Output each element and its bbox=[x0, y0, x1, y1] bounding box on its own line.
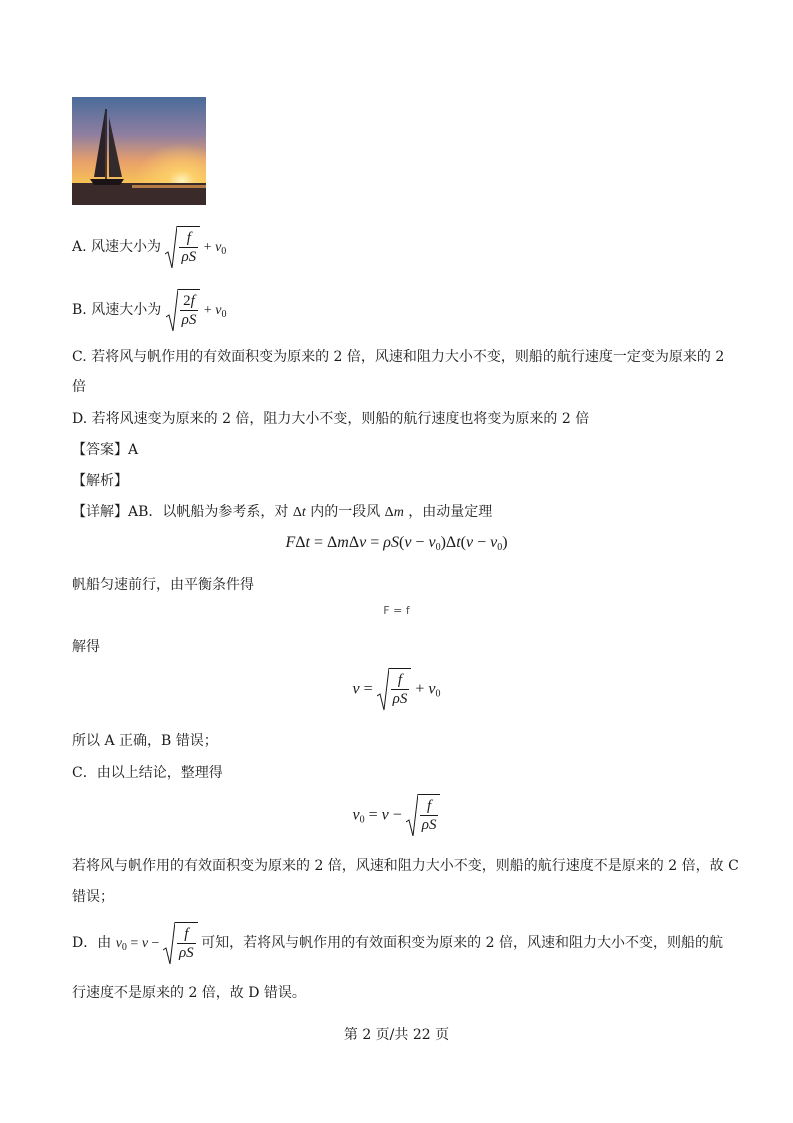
solve-text: 解得 bbox=[72, 639, 100, 655]
equation-momentum: $F\Delta t = \Delta m\Delta v = \rho S(v - v_0)\Delta t(v - v_0)$ bbox=[285, 534, 508, 553]
option-a bbox=[72, 226, 226, 270]
option-c-line1: C. 若将风与帆作用的有效面积变为原来的 2 倍，风速和阻力大小不变，则船的航行速度一定变为原来的 2 bbox=[72, 349, 725, 365]
d-text-line1: D．由 $v_0 = v$ − $\frac{f}{\rho S}$ 可知，若将风与帆作用的有效面积变为原来的 2 倍，风速和阻力大小不变，则船的航 bbox=[72, 922, 723, 966]
option-a-text: A. 风速大小为 bbox=[72, 239, 162, 256]
uniform-text: 帆船匀速前行，由平衡条件得 bbox=[72, 577, 254, 593]
equation-v0: $v_0 = v$ − $\frac{f}{\rho S}$ bbox=[0, 794, 793, 838]
c-text-line1: 若将风与帆作用的有效面积变为原来的 2 倍，风速和阻力大小不变，则船的航行速度不是原来的 2 倍，故 C bbox=[72, 858, 739, 874]
option-c-line2: 倍 bbox=[72, 379, 86, 395]
sailboat-sunset-image bbox=[72, 97, 206, 205]
answer-label: 【答案】A bbox=[72, 442, 139, 458]
d-text-line2: 行速度不是原来的 2 倍，故 D 错误。 bbox=[72, 985, 306, 1001]
equation-balance: F = f bbox=[383, 604, 410, 617]
detail-line: 【详解】AB．以帆船为参考系，对 Δt 内的一段风 Δm ，由动量定理 bbox=[72, 504, 493, 520]
conclusion-ab: 所以 A 正确，B 错误； bbox=[72, 733, 218, 749]
option-b-formula: $\frac{2f}{\rho S}$ + $v_0$ bbox=[166, 303, 227, 318]
c-intro: C．由以上结论，整理得 bbox=[72, 765, 223, 781]
option-b-text: B. 风速大小为 bbox=[72, 302, 162, 319]
option-d: D. 若将风速变为原来的 2 倍，阻力大小不变，则船的航行速度也将变为原来的 2 倍 bbox=[72, 411, 590, 427]
c-text-line2: 错误； bbox=[72, 889, 114, 905]
option-a-formula: $\frac{f}{\rho S}$ + $v_0$ bbox=[165, 240, 226, 255]
equation-velocity: v = $\frac{f}{\rho S}$ + $v_0$ bbox=[0, 668, 793, 712]
page-number: 第 2 页/共 22 页 bbox=[343, 1027, 450, 1043]
option-b bbox=[72, 289, 226, 333]
analysis-label: 【解析】 bbox=[72, 473, 128, 489]
